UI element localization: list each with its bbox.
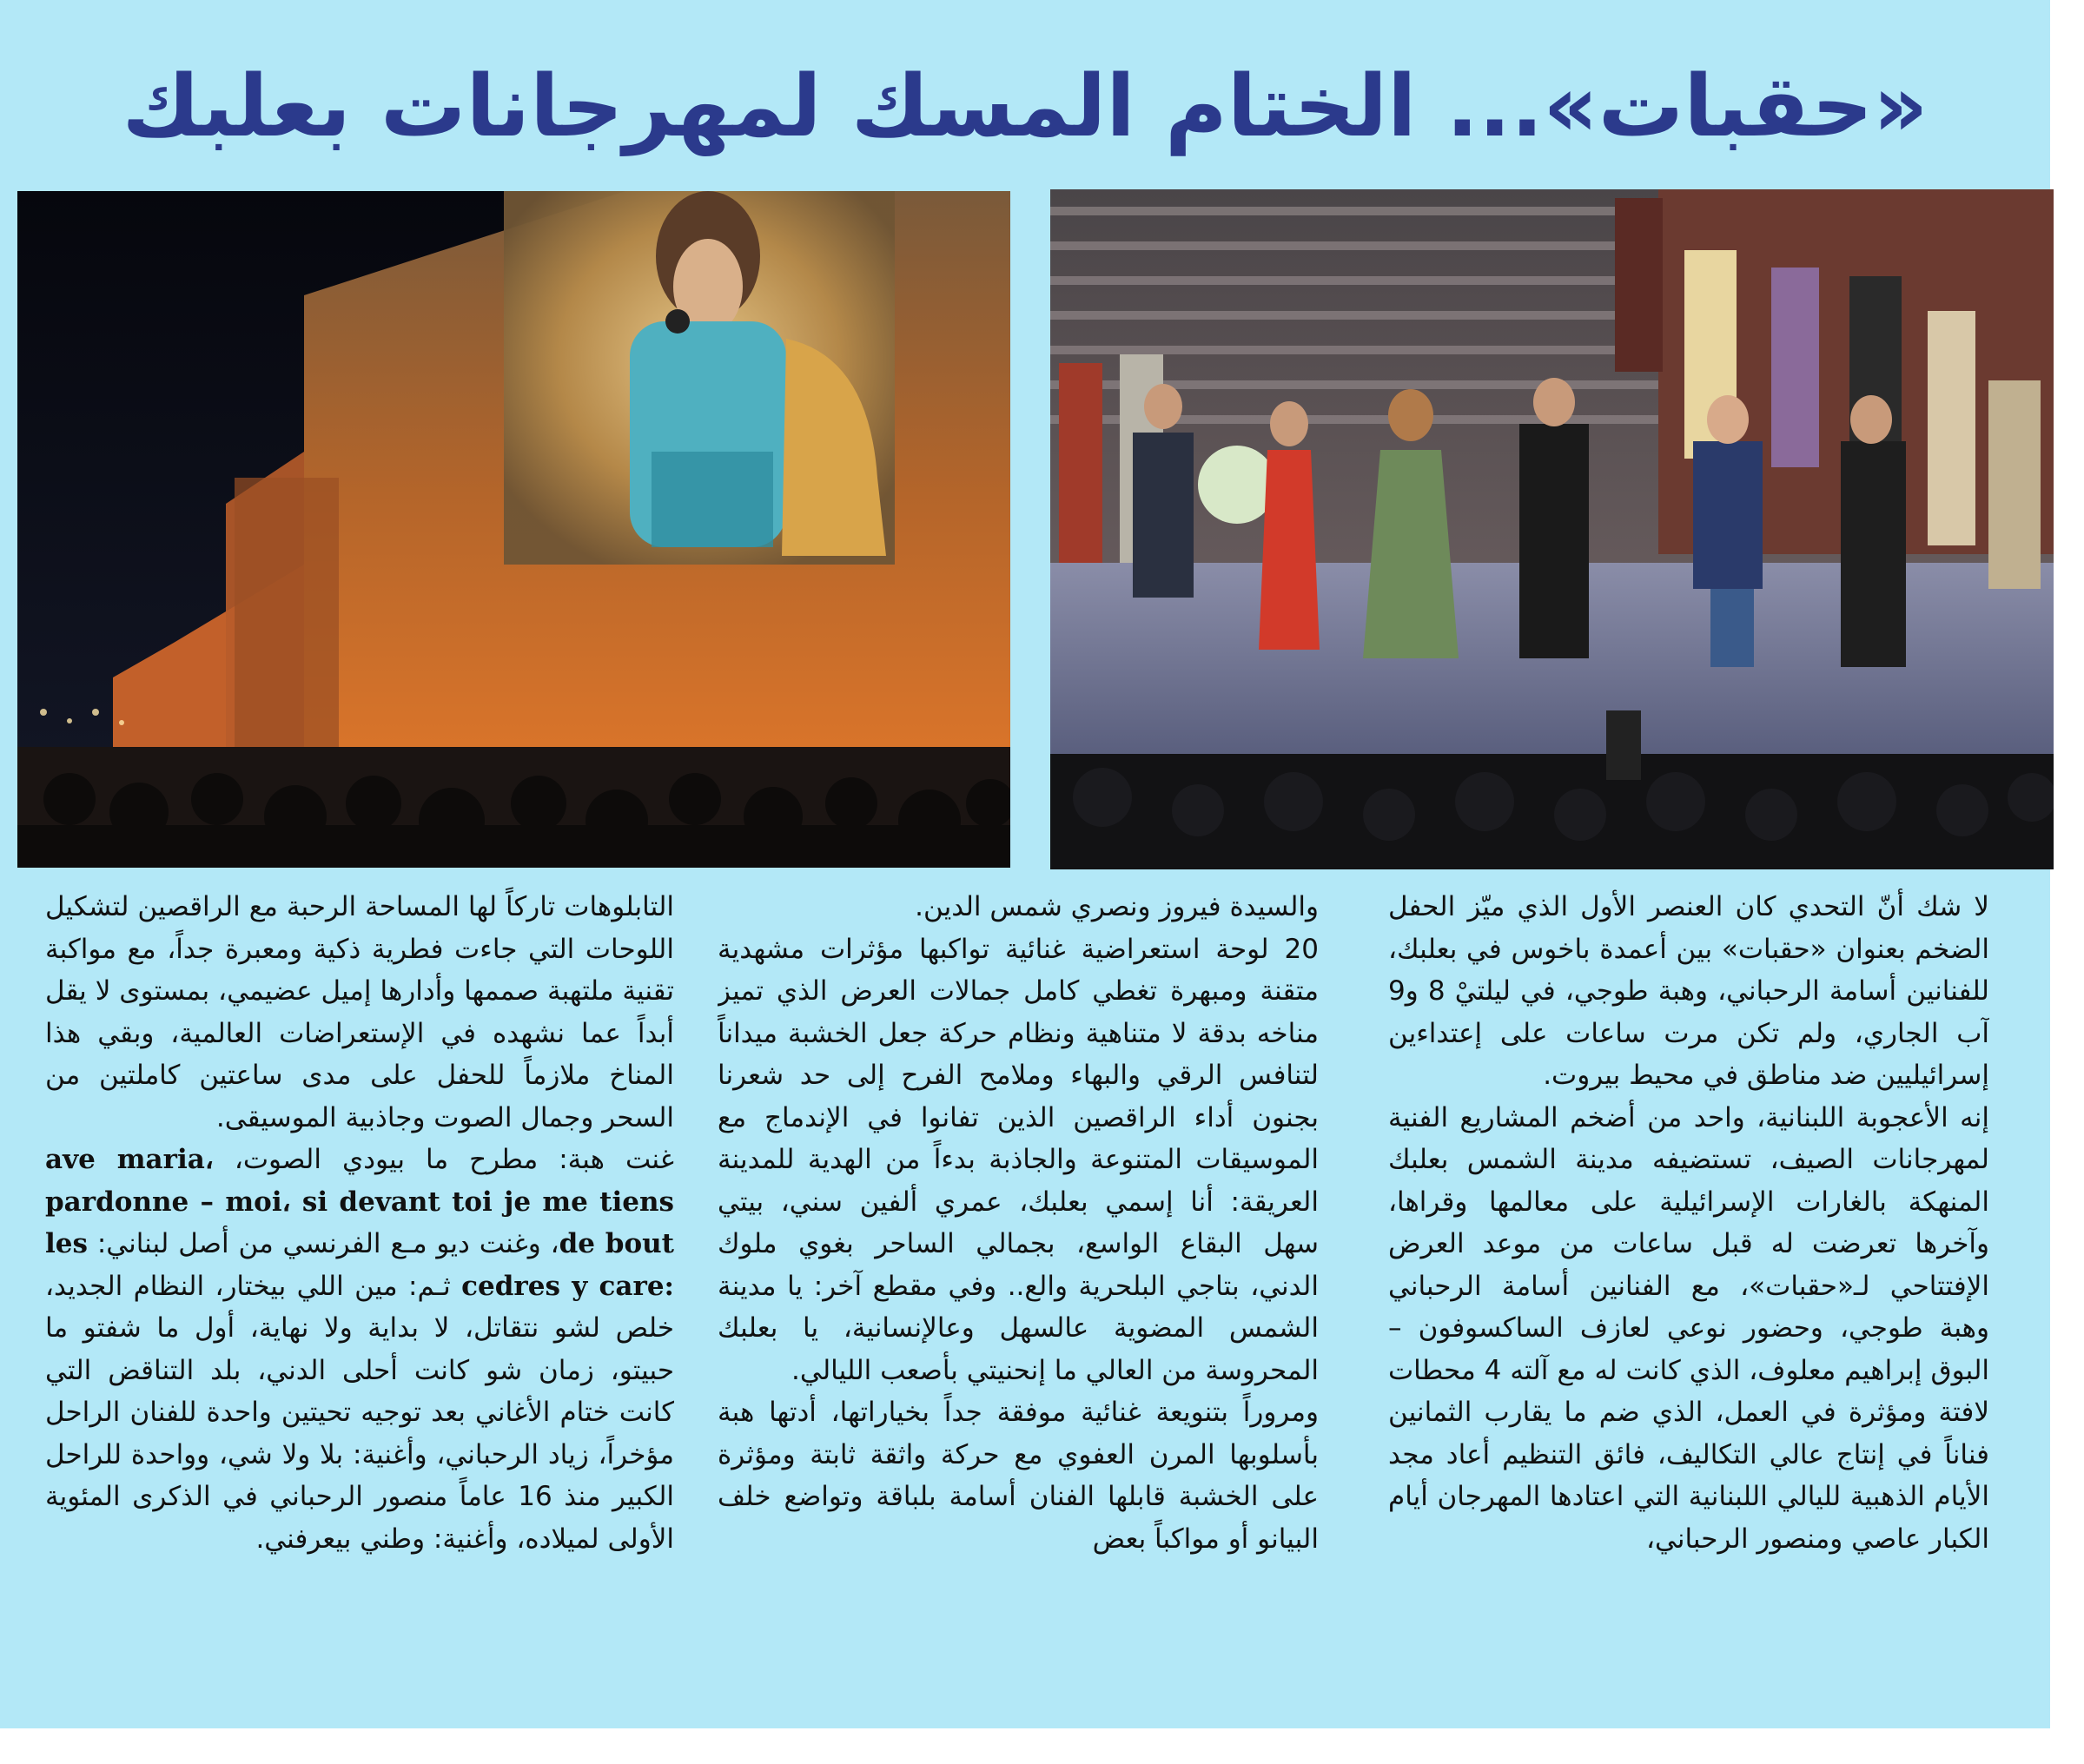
paragraph: ومروراً بتنويعة غنائية موفقة جداً بخياراتها، أدتها هبة بأسلوبها المرن العفوي مع حركة واثقة ثابتة ومؤثرة على الخشبة قابلها الفنان أسامة بلباقة وتواضع خلف البيانو أو مواكباً بعض <box>718 1397 1319 1555</box>
paragraph: والسيدة فيروز ونصري شمس الدين. <box>915 891 1319 922</box>
article-column-right <box>1388 886 1989 1707</box>
song-title-french: ave maria، pardonne – moi، si devant toi je me tiens de bout <box>45 1144 674 1259</box>
song-title-french: les cedres y care: <box>45 1228 674 1302</box>
paragraph: إنه الأعجوبة اللبنانية، واحد من أضخم المشاريع الفنية لمهرجانات الصيف، تستضيفه مدينة الشمس بعلبك المنهكة بالغارات الإسرائيلية على معالمها وقراها، وآخرها تعرضت له قبل ساعات من موعد العرض الإفتتاحي لـ«حقبات»، مع الفنانين أسامة الرحباني وهبة طوجي، وحضور نوعي لعازف الساكسوفون – البوق إبراهيم معلوف، الذي كانت له مع آلته 4 محطات لافتة ومؤثرة في العمل، الذي ضم ما يقارب الثمانين فناناً في إنتاج عالي التكاليف، فائق التنظيم أعاد مجد الأيام الذهبية لليالي اللبنانية التي اعتادها المهرجان أيام الكبار عاصي ومنصور الرحباني، <box>1388 1101 1989 1555</box>
concert-screen-photo <box>17 191 1010 868</box>
paragraph: 20 لوحة استعراضية غنائية تواكبها مؤثرات مشهدية متقنة ومبهرة تغطي كامل جمالات العرض الذي تميز مناخه بدقة لا متناهية ونظام حركة جعل الخشبة ميداناً لتنافس الرقي والبهاء وملامح الفرح إلى حد شعرنا بجنون أداء الراقصين الذين تفانوا في الإندماج مع الموسيقات المتنوعة والجاذبة بدءاً من الهدية للمدينة العريقة: أنا إسمي بعلبك، عمري ألفين سني، بيتي سهل البقاع الواسع، بجمالي الساحر بغوي ملوك الدني، بتاجي البلحرية والع.. وفي مقطع آخر: يا مدينة الشمس المضوية عالسهل وعالإنسانية، يا بعلبك المحروسة من العالي ما إنحنيتي بأصعب الليالي. <box>718 933 1319 1386</box>
headline: «حقبات»... الختام المسك لمهرجانات بعلبك <box>122 57 1929 156</box>
paragraph: التابلوهات تاركاً لها المساحة الرحبة مع الراقصين لتشكيل اللوحات التي جاءت فطرية ذكية ومعبرة جداً، مع مواكبة تقنية ملتهبة صممها وأدارها إميل عضيمي، بمستوى لا يقل أبداً عما نشهده في الإستعراضات العالمية، وبقي هذا المناخ ملازماً للحفل على مدى ساعتين كاملتين من السحر وجمال الصوت وجاذبية الموسيقى. <box>45 891 674 1133</box>
text-run: ، وغنت ديو مـع الفرنسي من أصل لبناني: <box>87 1228 559 1259</box>
article-column-left <box>45 886 674 1707</box>
paragraph <box>45 1139 674 1560</box>
stage-bow-photo <box>1050 189 2054 869</box>
paragraph: لا شك أنّ التحدي كان العنصر الأول الذي ميّز الحفل الضخم بعنوان «حقبات» بين أعمدة باخوس في بعلبك، للفنانين أسامة الرحباني، وهبة طوجي، في ليلتيْ 8 و9 آب الجاري، ولم تكن مرت ساعات على إعتداءين إسرائيليين ضد مناطق في محيط بيروت. <box>1388 891 1989 1091</box>
text-run: غنت هبة: مطرح ما بيودي الصوت، <box>213 1144 674 1175</box>
text-run: ثـم: مين اللي بيختار، النظام الجديد، خلص لشو نتقاتل، لا بداية ولا نهاية، أول ما شفتو ما حبيتو، زمان شو كانت أحلى الدني، بلد التناقض التي كانت ختام الأغاني بعد توجيه تحيتين واحدة للفنان الراحل مؤخراً، زياد الرحباني، وأغنية: بلا ولا شي، وواحدة للراحل الكبير منذ 16 عاماً منصور الرحباني في الذكرى المئوية الأولى لميلاده، وأغنية: وطني بيعرفني. <box>45 1270 674 1555</box>
article-column-middle <box>718 886 1319 1707</box>
